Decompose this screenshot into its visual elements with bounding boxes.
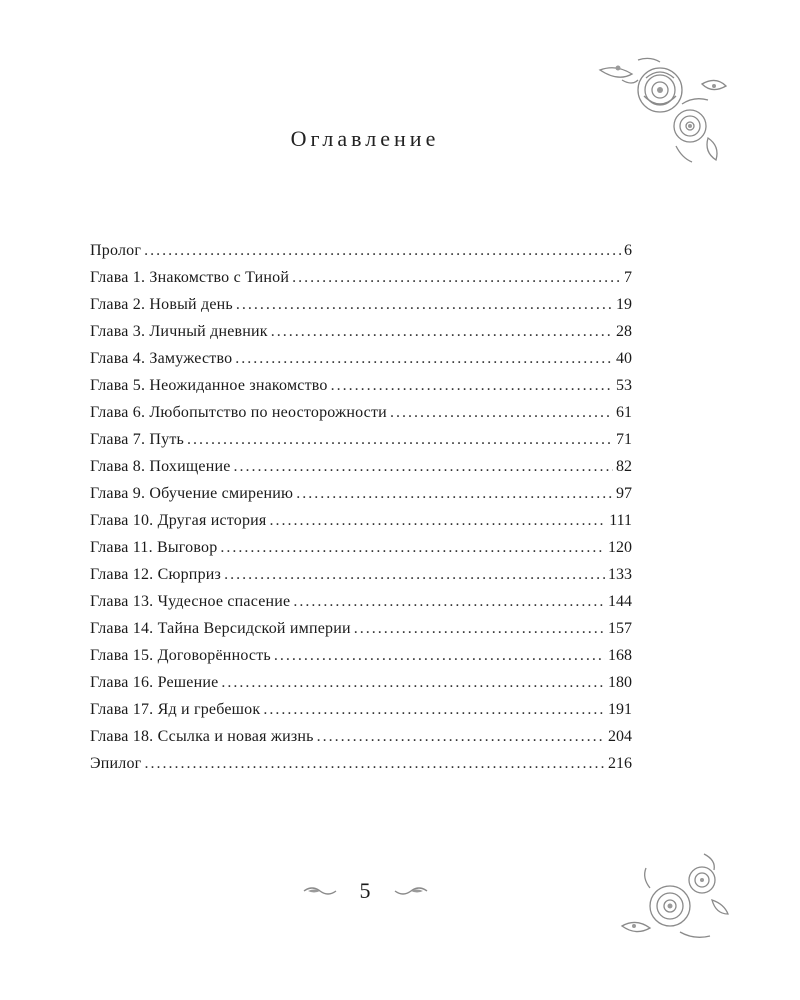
toc-entry-label: Глава 5. Неожиданное знакомство <box>90 377 328 394</box>
toc-entry <box>90 426 632 453</box>
toc-entry <box>90 453 632 480</box>
toc-entry-label: Глава 10. Другая история <box>90 512 267 529</box>
toc-entry-label: Глава 8. Похищение <box>90 458 231 475</box>
toc-entry-page: 144 <box>608 593 632 610</box>
toc-entry <box>90 534 632 561</box>
dot-leader <box>220 534 605 561</box>
dot-leader <box>221 669 605 696</box>
toc-entry-label: Глава 6. Любопытство по неосторожности <box>90 404 387 421</box>
toc-entry <box>90 642 632 669</box>
toc-entry-label: Глава 1. Знакомство с Тиной <box>90 269 290 286</box>
toc-entry-page: 168 <box>608 647 632 664</box>
dot-leader <box>317 723 605 750</box>
toc-entry <box>90 480 632 507</box>
page-number: 5 <box>359 878 371 903</box>
dot-leader <box>354 615 605 642</box>
toc-entry-label: Глава 14. Тайна Версидской империи <box>90 620 351 637</box>
dot-leader <box>271 318 613 345</box>
toc-entry-page: 191 <box>608 701 632 718</box>
toc-entry-page: 97 <box>616 485 632 502</box>
dot-leader <box>263 696 605 723</box>
dot-leader <box>390 399 613 426</box>
toc-entry-label: Глава 13. Чудесное спасение <box>90 593 291 610</box>
toc-entry <box>90 291 632 318</box>
toc-entry <box>90 318 632 345</box>
page-title: Оглавление <box>290 126 440 151</box>
toc-entry-label: Глава 9. Обучение смирению <box>90 485 294 502</box>
dot-leader <box>144 750 605 777</box>
toc-entry-label: Глава 2. Новый день <box>90 296 233 313</box>
toc-entry-page: 40 <box>616 350 632 367</box>
toc-entry-label: Глава 15. Договорённость <box>90 647 271 664</box>
toc-entry <box>90 264 632 291</box>
toc-entry-page: 111 <box>609 512 632 529</box>
toc-entry-label: Глава 16. Решение <box>90 674 219 691</box>
table-of-contents <box>90 237 632 777</box>
toc-entry-page: 7 <box>624 269 632 286</box>
dot-leader <box>235 345 613 372</box>
toc-entry <box>90 588 632 615</box>
toc-entry <box>90 372 632 399</box>
flourish-icon <box>302 885 338 897</box>
toc-entry-page: 216 <box>608 755 632 772</box>
dot-leader <box>274 642 605 669</box>
toc-entry-page: 82 <box>616 458 632 475</box>
toc-entry-page: 28 <box>616 323 632 340</box>
toc-entry <box>90 561 632 588</box>
dot-leader <box>234 453 613 480</box>
dot-leader <box>236 291 613 318</box>
toc-entry <box>90 237 632 264</box>
dot-leader <box>331 372 613 399</box>
toc-entry <box>90 507 632 534</box>
toc-entry <box>90 723 632 750</box>
toc-entry <box>90 399 632 426</box>
dot-leader <box>293 588 605 615</box>
toc-entry-page: 53 <box>616 377 632 394</box>
floral-corner-icon <box>598 56 728 171</box>
toc-entry-page: 61 <box>616 404 632 421</box>
toc-entry <box>90 750 632 777</box>
toc-entry-label: Глава 7. Путь <box>90 431 185 448</box>
toc-entry-label: Глава 17. Яд и гребешок <box>90 701 261 718</box>
dot-leader <box>144 237 621 264</box>
dot-leader <box>224 561 605 588</box>
toc-entry <box>90 345 632 372</box>
toc-entry-page: 19 <box>616 296 632 313</box>
toc-entry <box>90 615 632 642</box>
toc-entry-label: Глава 18. Ссылка и новая жизнь <box>90 728 314 745</box>
dot-leader <box>187 426 613 453</box>
toc-entry-page: 180 <box>608 674 632 691</box>
toc-entry-page: 71 <box>616 431 632 448</box>
toc-entry-page: 204 <box>608 728 632 745</box>
dot-leader <box>292 264 621 291</box>
toc-entry-page: 133 <box>608 566 632 583</box>
toc-entry-label: Пролог <box>90 242 142 259</box>
toc-entry-page: 6 <box>624 242 632 259</box>
toc-entry-label: Глава 4. Замужество <box>90 350 233 367</box>
floral-corner-icon <box>620 852 730 947</box>
dot-leader <box>296 480 613 507</box>
dot-leader <box>269 507 606 534</box>
toc-entry <box>90 669 632 696</box>
toc-entry-page: 157 <box>608 620 632 637</box>
toc-entry-label: Эпилог <box>90 755 142 772</box>
toc-entry-label: Глава 3. Личный дневник <box>90 323 268 340</box>
flourish-icon <box>393 885 429 897</box>
toc-entry <box>90 696 632 723</box>
toc-entry-label: Глава 12. Сюрприз <box>90 566 222 583</box>
toc-entry-label: Глава 11. Выговор <box>90 539 218 556</box>
toc-entry-page: 120 <box>608 539 632 556</box>
